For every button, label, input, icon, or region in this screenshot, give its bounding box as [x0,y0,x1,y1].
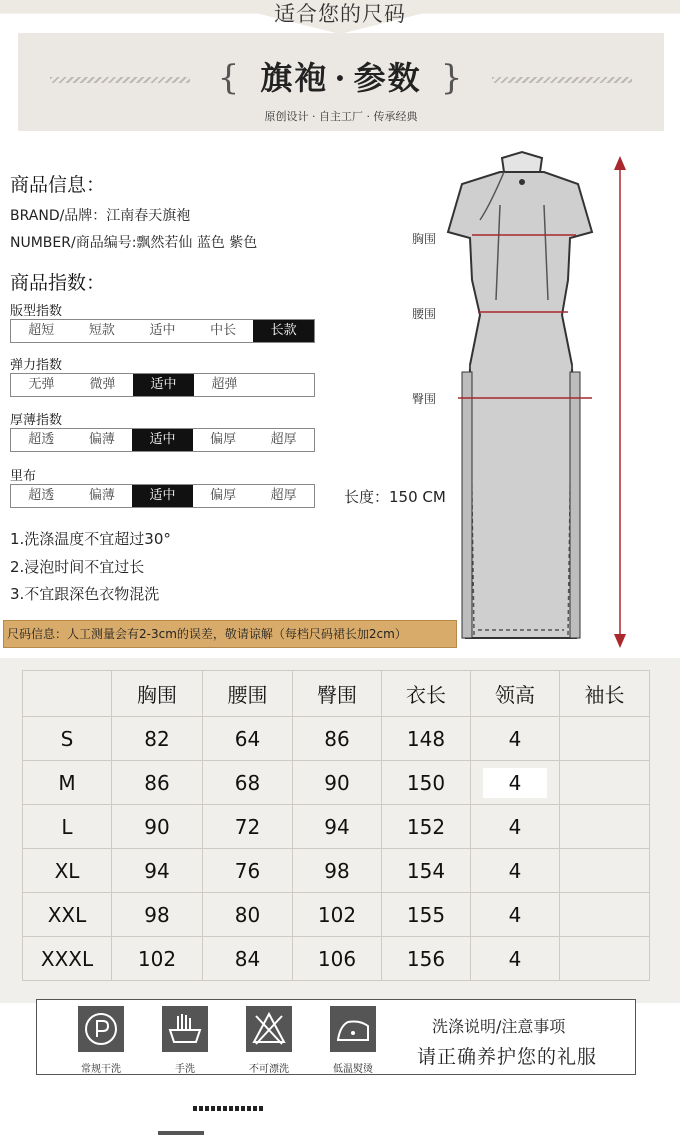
tip-1: 1.洗涤温度不宜超过30° [10,530,171,548]
care-title: 洗涤说明/注意事项 [432,1017,566,1036]
table-row [23,805,650,849]
table-header-cell [23,671,112,717]
table-cell-value: 4 [483,768,547,798]
care-panel [36,999,636,1075]
slit-right [570,372,580,638]
table-cell: 148 [382,717,471,761]
index-option: 超弹 [211,377,238,392]
index-option-selected: 适中 [132,429,193,451]
index-option: 超厚 [270,488,297,503]
banner-subtitle: 原创设计 · 自主工厂 · 传承经典 [264,110,418,123]
size-note: 尺码信息：人工测量会有2-3cm的误差，敬请谅解（每档尺码裙长加2cm） [3,620,457,648]
no-bleach-icon [246,1006,292,1052]
table-cell: 98 [112,893,203,937]
index-scale [10,319,315,343]
hand-wash-icon [162,1006,208,1052]
banner-title-b: 参数 [353,59,422,97]
care-item-dry-clean [65,1006,137,1075]
table-cell: 86 [112,761,203,805]
care-text: 请正确养护您的礼服 [417,1046,598,1068]
table-cell [560,937,650,981]
table-cell: 84 [203,937,293,981]
table-cell [560,849,650,893]
table-header-cell: 臀围 [293,671,382,717]
banner-brace-left: { [217,58,242,98]
table-cell: 150 [382,761,471,805]
index-option-selected: 适中 [132,485,193,507]
index-scale [10,484,315,508]
index-label: 弹力指数 [10,358,63,373]
hip-label: 臀围 [412,392,437,406]
collar-button [519,179,525,185]
index-option: 短款 [88,323,115,338]
table-header-cell: 腰围 [203,671,293,717]
slit-left [462,372,472,638]
index-option: 无弹 [28,377,55,392]
product-info-heading: 商品信息： [10,174,106,196]
table-cell: 90 [112,805,203,849]
index-option: 超透 [28,432,55,447]
size-table [22,670,650,981]
index-label: 厚薄指数 [10,413,63,428]
footer-mark-2 [158,1131,204,1135]
index-option-selected: 适中 [133,374,194,396]
number-line: NUMBER/商品编号:飘然若仙 蓝色 紫色 [10,235,258,251]
table-cell: 102 [112,937,203,981]
table-cell [560,761,650,805]
size-name-cell: XL [23,849,112,893]
table-cell: 102 [293,893,382,937]
banner-title [18,53,664,99]
index-option: 微弹 [89,377,116,392]
table-cell: 72 [203,805,293,849]
table-cell: 90 [293,761,382,805]
care-label-no-bleach: 不可漂洗 [249,1064,289,1075]
table-row [23,849,650,893]
size-name-cell: XXXL [23,937,112,981]
care-label-low-iron: 低温熨烫 [333,1064,373,1075]
index-option: 偏厚 [210,432,237,447]
table-header-row [23,671,650,717]
table-cell [560,893,650,937]
table-cell: 86 [293,717,382,761]
length-arrow-bottom [614,634,626,648]
table-cell: 80 [203,893,293,937]
table-cell: 155 [382,893,471,937]
index-label: 里布 [10,469,37,484]
size-name-cell: M [23,761,112,805]
table-cell: 94 [293,805,382,849]
table-cell: 4 [471,893,560,937]
index-option: 适中 [149,323,176,338]
size-name-cell: XXL [23,893,112,937]
low-iron-icon [330,1006,376,1052]
index-option: 超短 [28,323,55,338]
chest-label: 胸围 [412,232,437,246]
index-option: 超透 [28,488,55,503]
care-label-dry-clean: 常规干洗 [81,1064,121,1075]
table-header-cell: 胸围 [112,671,203,717]
table-header-cell: 衣长 [382,671,471,717]
index-option: 超厚 [270,432,297,447]
top-tab [0,0,680,34]
care-label-hand-wash: 手洗 [175,1064,195,1075]
care-item-no-bleach [233,1006,305,1075]
table-row [23,761,650,805]
index-option: 中长 [210,323,237,338]
table-row [23,937,650,981]
waist-label: 腰围 [412,307,437,321]
table-row [23,717,650,761]
qipao-diagram [400,150,640,650]
table-cell: 76 [203,849,293,893]
table-cell [560,717,650,761]
table-cell: 106 [293,937,382,981]
length-label: 长度：150 CM [344,488,446,506]
index-option-selected: 长款 [253,320,314,342]
tip-3: 3.不宜跟深色衣物混洗 [10,585,160,603]
table-cell [471,761,560,805]
indices-heading: 商品指数： [10,272,106,294]
tip-2: 2.浸泡时间不宜过长 [10,558,145,576]
dry-clean-icon [78,1006,124,1052]
table-body [23,717,650,981]
banner-title-a: 旗袍 [260,59,329,97]
table-cell: 68 [203,761,293,805]
table-cell: 98 [293,849,382,893]
footer-mark-1 [193,1106,265,1111]
table-cell: 4 [471,849,560,893]
table-header-cell: 袖长 [560,671,650,717]
banner-dot: · [334,59,348,97]
table-cell: 4 [471,805,560,849]
table-cell: 152 [382,805,471,849]
index-option: 偏薄 [88,488,115,503]
length-arrow-top [614,156,626,170]
banner-brace-right: } [440,58,465,98]
table-cell: 156 [382,937,471,981]
table-cell: 4 [471,717,560,761]
table-cell: 154 [382,849,471,893]
table-header-cell: 领高 [471,671,560,717]
index-scale [10,428,315,452]
index-option: 偏薄 [88,432,115,447]
care-item-low-iron [317,1006,389,1075]
size-name-cell: S [23,717,112,761]
index-scale [10,373,315,397]
care-item-hand-wash [149,1006,221,1075]
brand-line: BRAND/品牌：江南春天旗袍 [10,208,191,224]
table-cell [560,805,650,849]
table-row [23,893,650,937]
banner [18,33,664,131]
table-cell: 94 [112,849,203,893]
top-title: 适合您的尺码 [274,2,406,26]
size-table-area [0,658,680,1003]
table-cell: 82 [112,717,203,761]
table-cell: 4 [471,937,560,981]
index-option: 偏厚 [210,488,237,503]
index-label: 版型指数 [10,304,63,319]
size-name-cell: L [23,805,112,849]
table-cell: 64 [203,717,293,761]
